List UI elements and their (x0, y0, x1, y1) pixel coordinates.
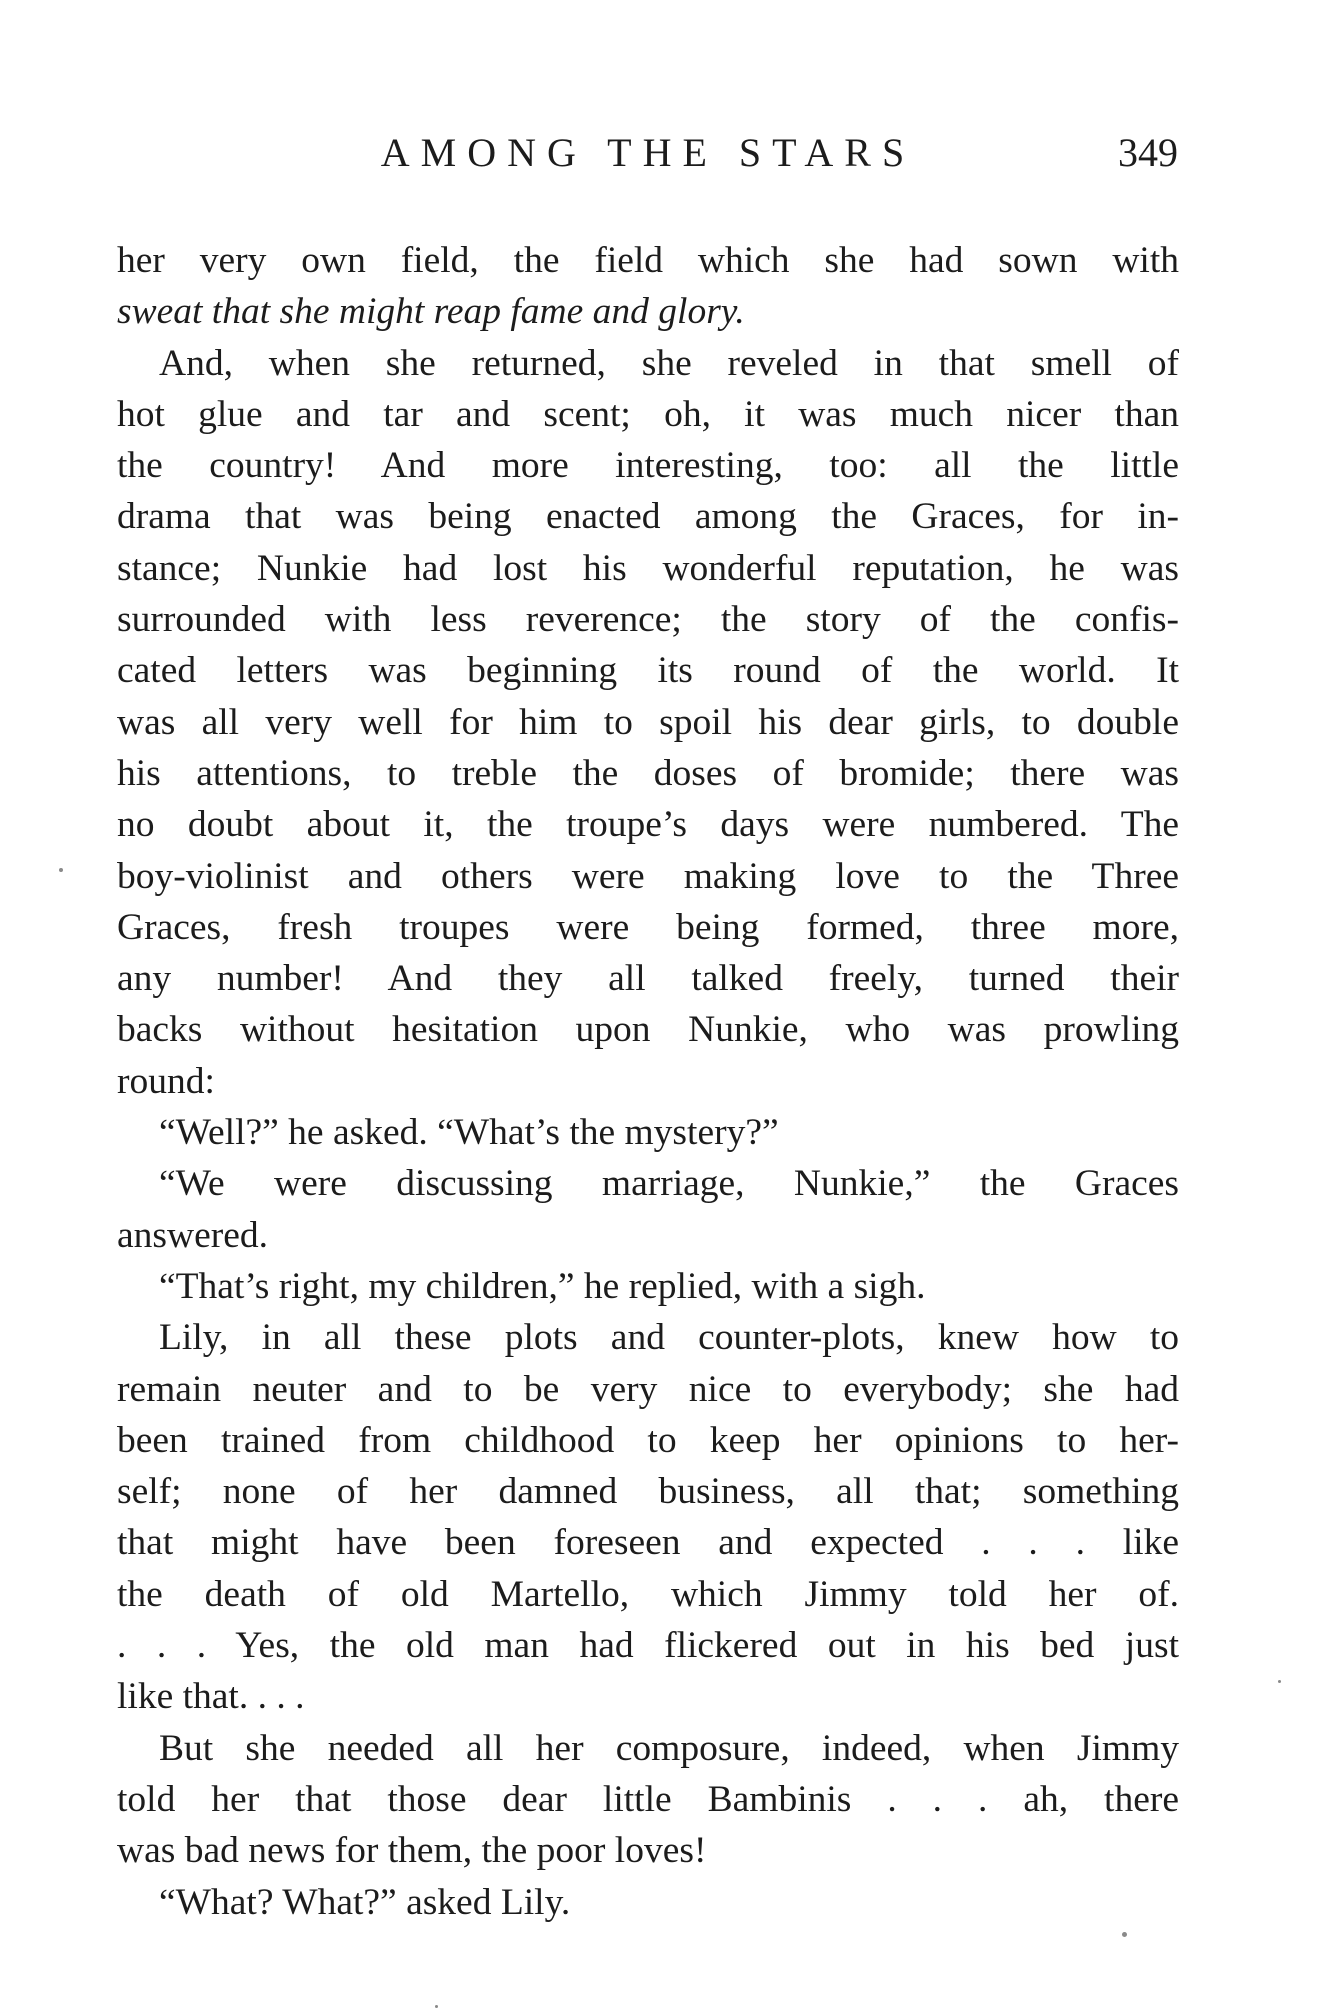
text-line: drama that was being enacted among the Graces, for in- (117, 496, 1179, 538)
body-text (117, 235, 1179, 1928)
text-line: answered. (117, 1214, 268, 1256)
text-line: Graces, fresh troupes were being formed, three more, (117, 906, 1179, 948)
text-line: But she needed all her composure, indeed, when Jimmy (159, 1727, 1179, 1769)
running-head (118, 128, 1178, 178)
text-line: “Well?” he asked. “What’s the mystery?” (159, 1112, 779, 1154)
text-line: self; none of her damned business, all that; something (117, 1471, 1179, 1513)
text-line: been trained from childhood to keep her opinions to her- (117, 1419, 1179, 1461)
text-line: that might have been foreseen and expected . . . like (117, 1522, 1179, 1564)
paper-speck (1278, 1680, 1281, 1683)
text-line: was all very well for him to spoil his dear girls, to double (117, 701, 1179, 743)
text-line: his attentions, to treble the doses of bromide; there was (117, 752, 1179, 794)
text-line: “What? What?” asked Lily. (159, 1881, 571, 1923)
text-line: boy-violinist and others were making love to the Three (117, 855, 1179, 897)
text-line: “We were discussing marriage, Nunkie,” the Graces (159, 1163, 1179, 1205)
text-line: backs without hesitation upon Nunkie, who was prowling (117, 1009, 1179, 1051)
text-line: no doubt about it, the troupe’s days were numbered. The (117, 804, 1179, 846)
text-line: And, when she returned, she reveled in that smell of (159, 342, 1179, 384)
text-line: hot glue and tar and scent; oh, it was much nicer than (117, 393, 1179, 435)
text-line: the death of old Martello, which Jimmy told her of. (117, 1573, 1179, 1615)
text-line: stance; Nunkie had lost his wonderful reputation, he was (117, 547, 1179, 589)
text-line: remain neuter and to be very nice to everybody; she had (117, 1368, 1179, 1410)
text-line: her very own field, the field which she had sown with (117, 240, 1179, 281)
text-line: the country! And more interesting, too: all the little (117, 445, 1179, 487)
text-line: round: (117, 1060, 215, 1102)
text-line: sweat that she might reap fame and glory. (117, 291, 745, 333)
text-line: surrounded with less reverence; the story of the confis- (117, 599, 1179, 641)
text-line: Lily, in all these plots and counter-plots, knew how to (159, 1317, 1179, 1359)
text-line: “That’s right, my children,” he replied, with a sigh. (159, 1265, 926, 1307)
text-line: told her that those dear little Bambinis . . . ah, there (117, 1778, 1179, 1820)
running-title: AMONG THE STARS (380, 130, 916, 175)
page-number: 349 (1118, 130, 1178, 175)
text-line: cated letters was beginning its round of the world. It (117, 650, 1179, 692)
paper-speck (1122, 1932, 1127, 1937)
paper-speck (59, 868, 63, 872)
text-line: like that. . . . (117, 1676, 305, 1718)
text-line: . . . Yes, the old man had flickered out in his bed just (117, 1625, 1179, 1667)
text-line: was bad news for them, the poor loves! (117, 1830, 707, 1872)
text-line: any number! And they all talked freely, turned their (117, 958, 1179, 1000)
